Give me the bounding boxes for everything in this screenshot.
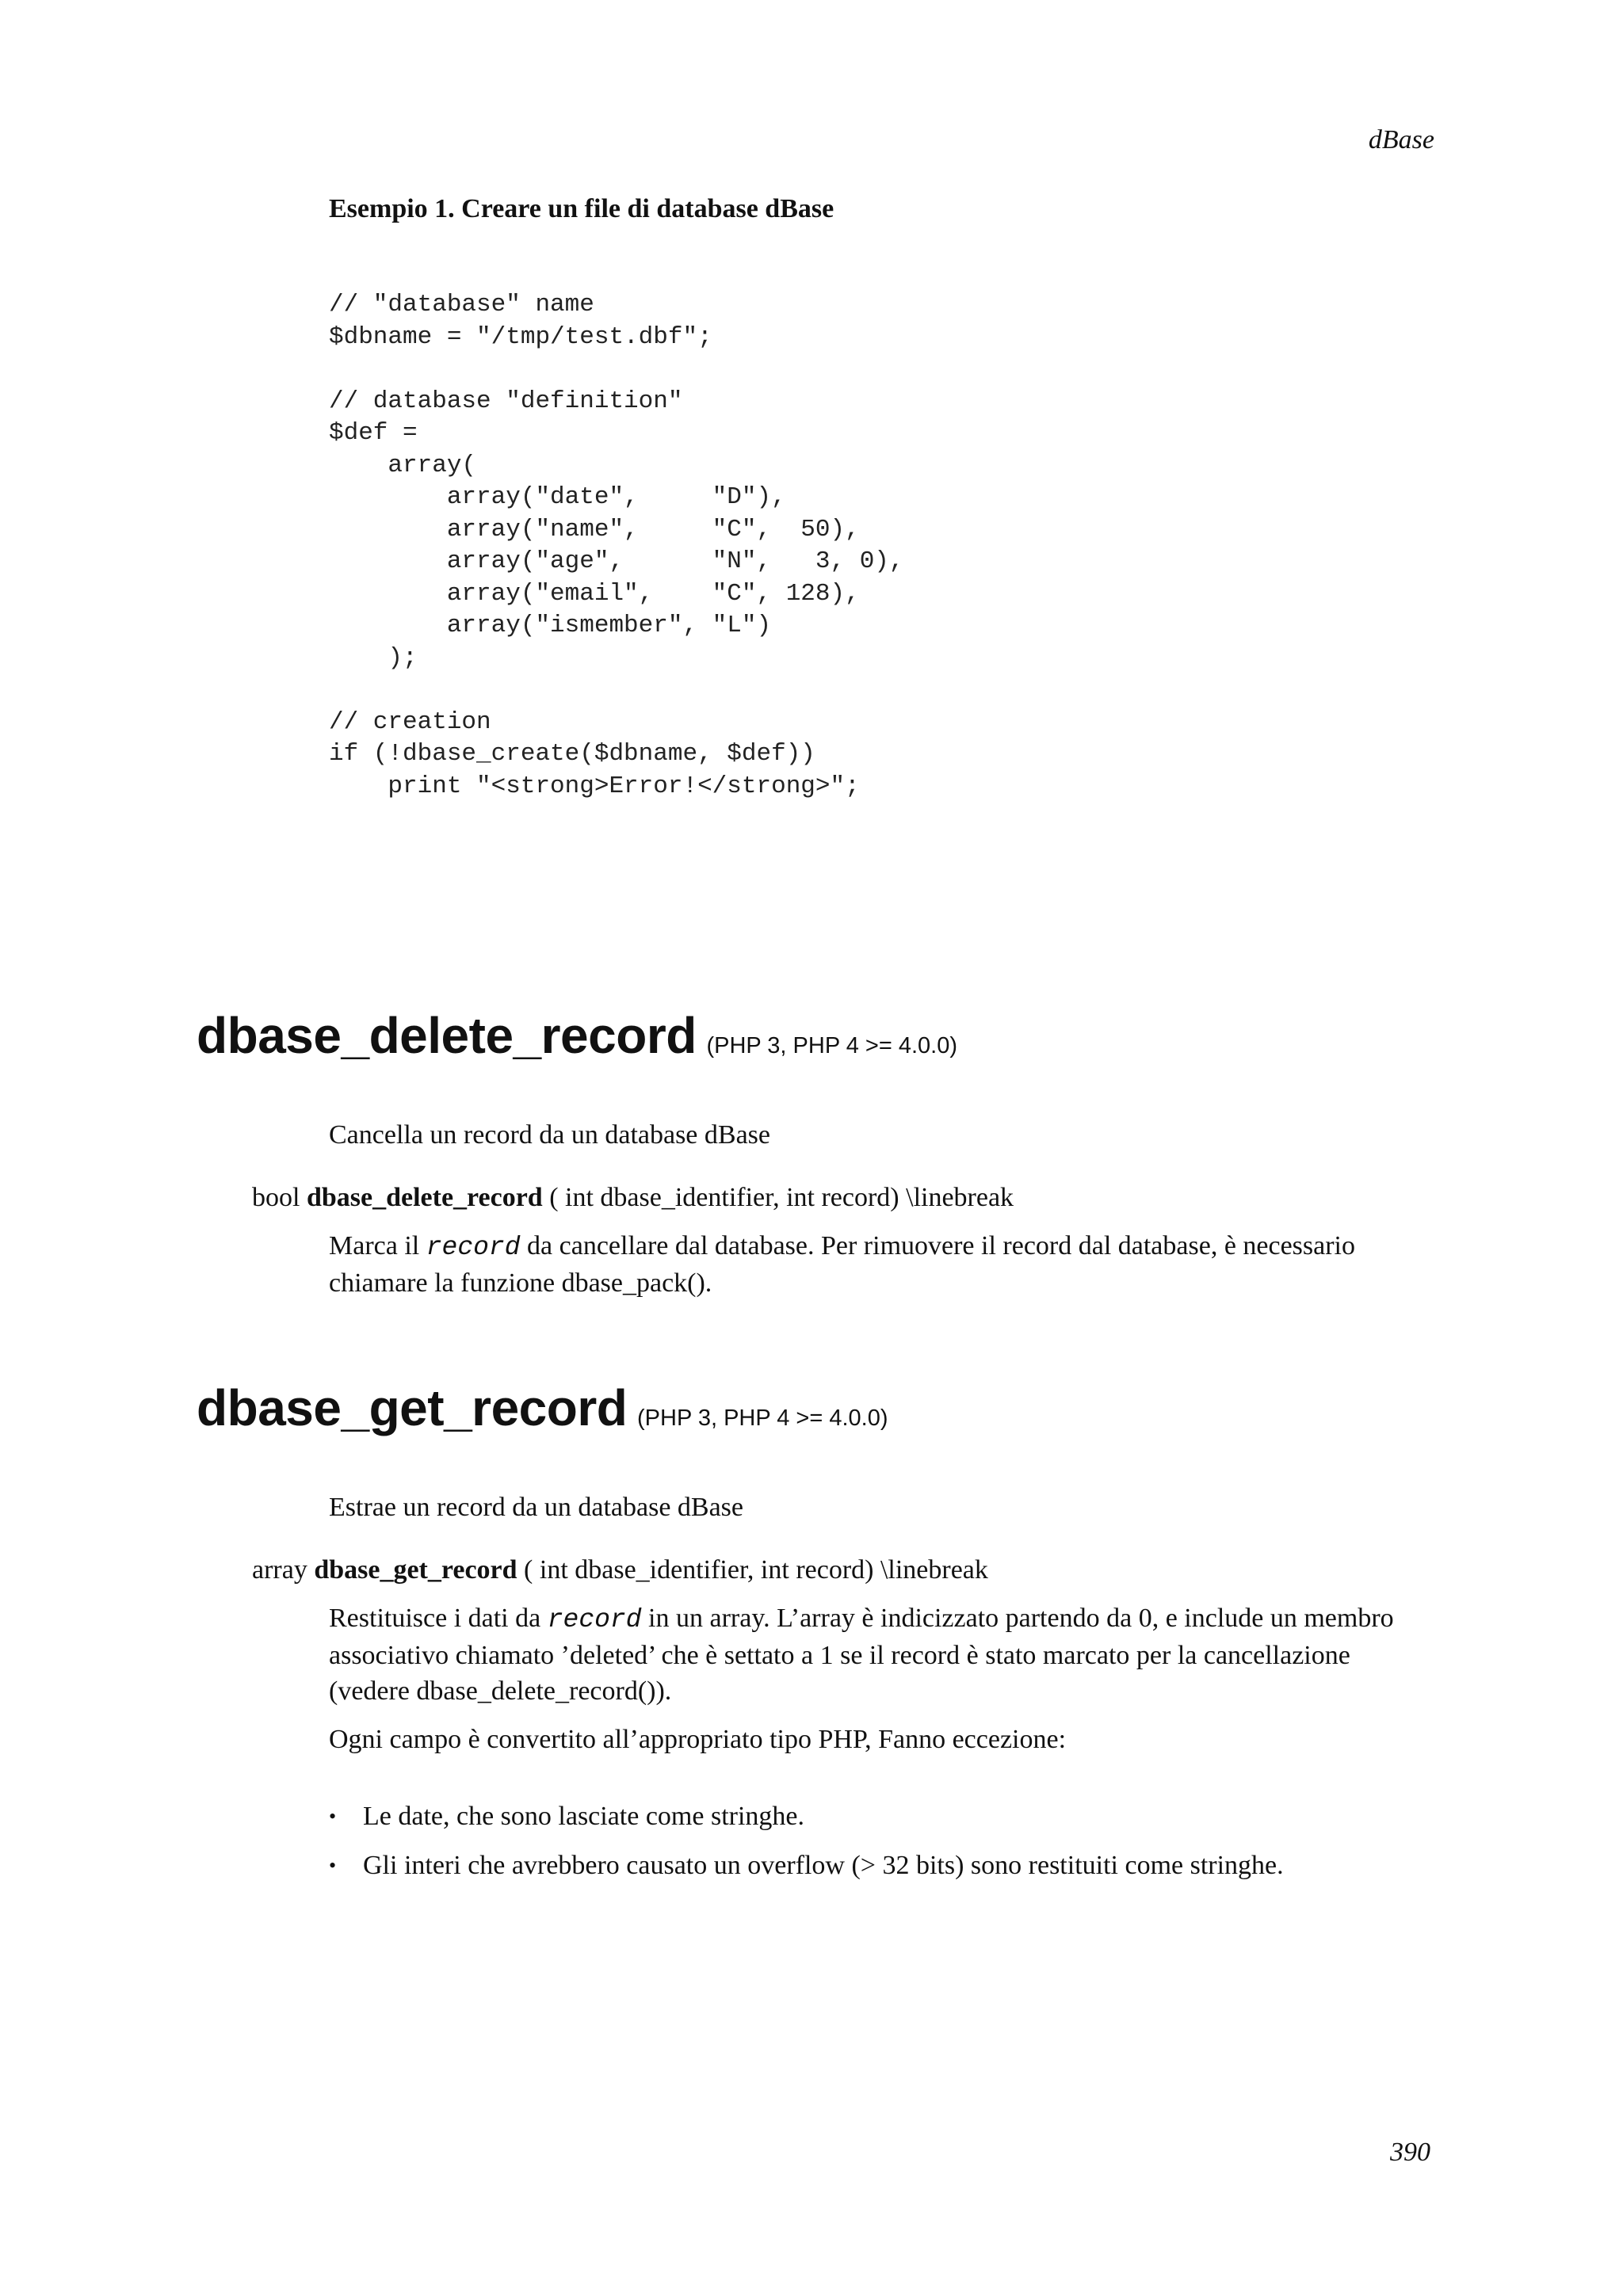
return-type: bool: [252, 1183, 300, 1212]
exceptions-list: [329, 1798, 1284, 1897]
example-title: Esempio 1. Creare un file di database dBase: [329, 194, 834, 223]
description-text: Marca il: [329, 1231, 426, 1261]
parameter-name: record: [547, 1605, 642, 1634]
function-heading-get-record: [197, 1379, 888, 1437]
synopsis-function-name: dbase_delete_record: [306, 1183, 543, 1212]
conversion-note: Ogni campo è convertito all’appropriato tipo PHP, Fanno eccezione:: [329, 1725, 1067, 1754]
synopsis-params: ( int dbase_identifier, int record) \linebreak: [549, 1183, 1014, 1212]
list-item: [329, 1798, 1284, 1848]
list-item-text: Le date, che sono lasciate come stringhe.: [363, 1802, 804, 1831]
function-purpose: Cancella un record da un database dBase: [329, 1120, 770, 1150]
function-synopsis: [252, 1552, 988, 1588]
function-purpose: Estrae un record da un database dBase: [329, 1493, 743, 1522]
function-description: [329, 1228, 1417, 1301]
description-text: in un array. L’array è indicizzato partendo da 0, e include un membro associativo chiamato ’deleted’ che è settato a 1 se il record è stato marcato per la cancellazione (vedere dbase_delete_record()).: [329, 1604, 1394, 1706]
function-name: dbase_get_record: [197, 1379, 628, 1436]
page-number: 390: [1390, 2138, 1430, 2167]
return-type: array: [252, 1555, 307, 1585]
synopsis-params: ( int dbase_identifier, int record) \linebreak: [524, 1555, 988, 1585]
function-version: (PHP 3, PHP 4 >= 4.0.0): [637, 1405, 888, 1431]
function-description: [329, 1600, 1417, 1709]
function-heading-delete-record: [197, 1006, 957, 1065]
code-example: // "database" name $dbname = "/tmp/test.dbf"; // database "definition" $def = array( array("date", "D"), array("name", "C", 50), array("age", "N", 3, 0), array("email", "C", 128), array("ismember", "L") ); // creation if (!dbase_create($dbname, $def)) print "<strong>Error!</strong>";: [329, 291, 904, 800]
bullet-icon: •: [329, 1854, 337, 1877]
parameter-name: record: [426, 1233, 521, 1262]
running-header: dBase: [1368, 125, 1434, 154]
list-item: [329, 1848, 1284, 1897]
list-item-text: Gli interi che avrebbero causato un overflow (> 32 bits) sono restituiti come stringhe.: [363, 1851, 1284, 1880]
function-version: (PHP 3, PHP 4 >= 4.0.0): [706, 1033, 957, 1058]
description-text: da cancellare dal database. Per rimuovere il record dal database, è necessario chiamare la funzione dbase_pack().: [329, 1231, 1355, 1298]
function-name: dbase_delete_record: [197, 1007, 697, 1064]
description-text: Restituisce i dati da: [329, 1604, 548, 1633]
bullet-icon: •: [329, 1805, 337, 1828]
synopsis-function-name: dbase_get_record: [314, 1555, 517, 1585]
function-synopsis: [252, 1180, 1014, 1215]
